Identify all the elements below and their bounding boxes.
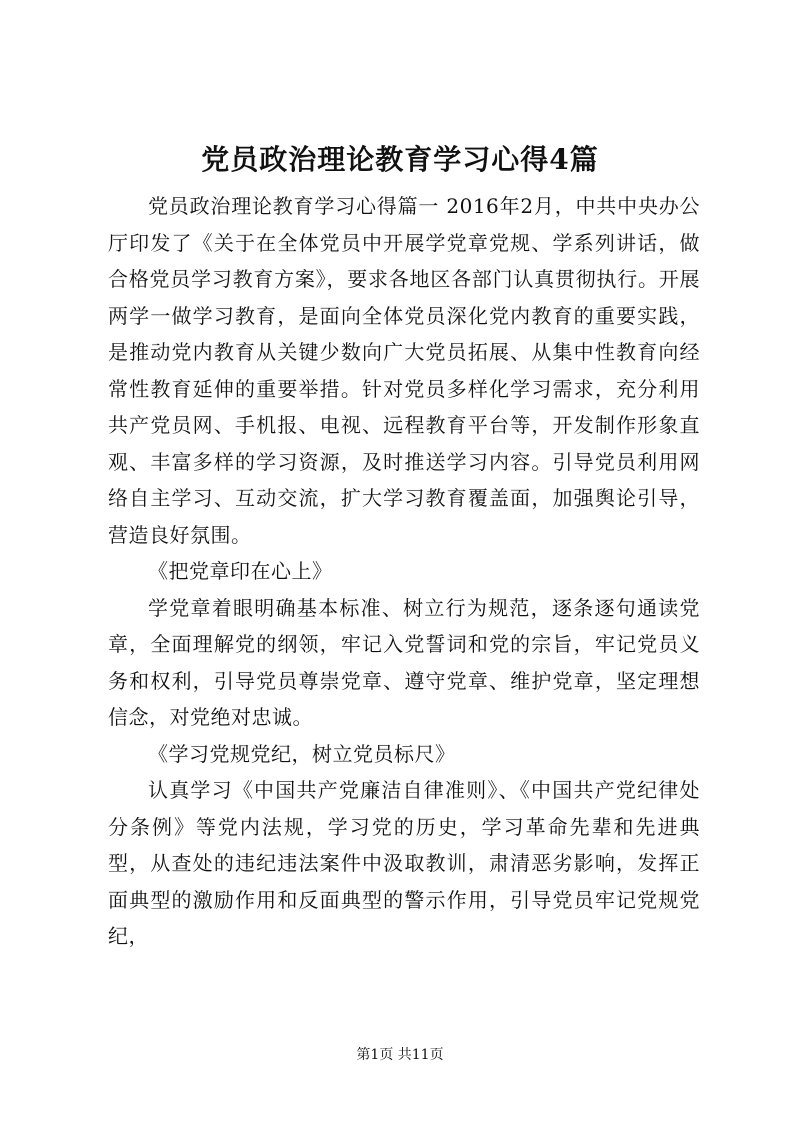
paragraph-party-constitution: 学党章着眼明确基本标准、树立行为规范，逐条逐句通读党章，全面理解党的纲领，牢记入党誓词和党的宗旨，牢记党员义务和权利，引导党员尊崇党章、遵守党章、维护党章，坚定理想信念，对党绝对忠诚。 [108, 595, 700, 729]
section-heading-party-rules: 《学习党规党纪，树立党员标尺》 [148, 741, 456, 766]
page-footer: 第1页 共11页 [356, 1047, 444, 1063]
document-body [108, 188, 700, 955]
section-heading-party-constitution: 《把党章印在心上》 [148, 559, 333, 583]
paragraph-intro: 党员政治理论教育学习心得篇一 2016年2月，中共中央办公厅印发了《关于在全体党员中开展学党章党规、学系列讲话，做合格党员学习教育方案》，要求各地区各部门认真贯彻执行。开展两学一做学习教育，是面向全体党员深化党内教育的重要实践，是推动党内教育从关键少数向广大党员拓展、从集中性教育向经常性教育延伸的重要举措。针对党员多样化学习需求，充分利用共产党员网、手机报、电视、远程教育平台等，开发制作形象直观、丰富多样的学习资源，及时推送学习内容。引导党员利用网络自主学习、互动交流，扩大学习教育覆盖面，加强舆论引导，营造良好氛围。 [108, 194, 700, 547]
paragraph-party-rules: 认真学习《中国共产党廉洁自律准则》、《中国共产党纪律处分条例》等党内法规，学习党的历史，学习革命先辈和先进典型，从查处的违纪违法案件中汲取教训，肃清恶劣影响，发挥正面典型的激励作用和反面典型的警示作用，引导党员牢记党规党纪， [108, 778, 700, 948]
document-title: 党员政治理论教育学习心得4篇 [201, 143, 599, 176]
